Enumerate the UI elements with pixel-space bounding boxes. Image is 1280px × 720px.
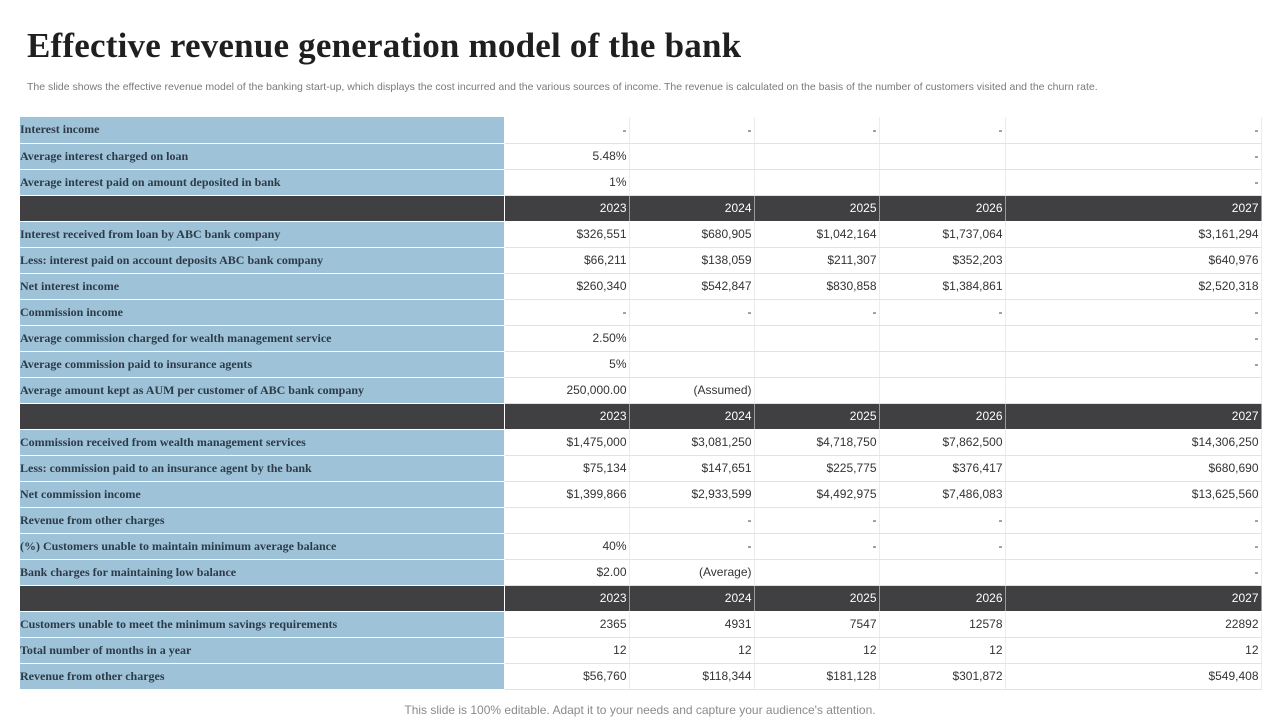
value-cell xyxy=(879,351,1005,377)
value-cell: 5% xyxy=(504,351,629,377)
value-cell: - xyxy=(879,117,1005,143)
value-cell xyxy=(879,325,1005,351)
value-cell: - xyxy=(879,507,1005,533)
value-cell: $14,306,250 xyxy=(1005,429,1261,455)
row-label: (%) Customers unable to maintain minimum average balance xyxy=(20,533,504,559)
table-row xyxy=(20,325,1261,351)
year-header-row xyxy=(20,195,1261,221)
value-cell: 22892 xyxy=(1005,611,1261,637)
value-cell: 2365 xyxy=(504,611,629,637)
table-row xyxy=(20,273,1261,299)
table-row xyxy=(20,637,1261,663)
table-row xyxy=(20,481,1261,507)
value-cell: 12 xyxy=(629,637,754,663)
value-cell: - xyxy=(754,507,879,533)
value-cell xyxy=(754,377,879,403)
value-cell: $301,872 xyxy=(879,663,1005,689)
value-cell: - xyxy=(629,299,754,325)
value-cell xyxy=(879,143,1005,169)
value-cell: $4,718,750 xyxy=(754,429,879,455)
year-header-cell: 2025 xyxy=(754,403,879,429)
value-cell: - xyxy=(629,117,754,143)
value-cell xyxy=(754,169,879,195)
value-cell: $1,737,064 xyxy=(879,221,1005,247)
value-cell xyxy=(504,507,629,533)
row-label: Interest received from loan by ABC bank company xyxy=(20,221,504,247)
row-label: Total number of months in a year xyxy=(20,637,504,663)
year-header-cell: 2026 xyxy=(879,585,1005,611)
value-cell: - xyxy=(1005,117,1261,143)
value-cell: $118,344 xyxy=(629,663,754,689)
value-cell: - xyxy=(1005,351,1261,377)
row-label: Commission received from wealth management services xyxy=(20,429,504,455)
value-cell: - xyxy=(1005,559,1261,585)
value-cell xyxy=(754,325,879,351)
value-cell: - xyxy=(1005,325,1261,351)
value-cell: - xyxy=(504,299,629,325)
row-label: Average commission charged for wealth management service xyxy=(20,325,504,351)
value-cell: $3,081,250 xyxy=(629,429,754,455)
year-header-cell: 2024 xyxy=(629,585,754,611)
value-cell xyxy=(629,351,754,377)
value-cell: $2.00 xyxy=(504,559,629,585)
value-cell xyxy=(879,559,1005,585)
value-cell: $376,417 xyxy=(879,455,1005,481)
value-cell: $13,625,560 xyxy=(1005,481,1261,507)
value-cell: $225,775 xyxy=(754,455,879,481)
value-cell: 40% xyxy=(504,533,629,559)
year-header-cell: 2024 xyxy=(629,403,754,429)
value-cell: 12 xyxy=(504,637,629,663)
year-header-cell: 2026 xyxy=(879,195,1005,221)
value-cell: 7547 xyxy=(754,611,879,637)
value-cell xyxy=(754,351,879,377)
footer-note: This slide is 100% editable. Adapt it to your needs and capture your audience's attention. xyxy=(404,703,876,717)
page-title: Effective revenue generation model of the bank xyxy=(27,26,742,65)
value-cell: - xyxy=(879,299,1005,325)
value-cell: $640,976 xyxy=(1005,247,1261,273)
table-row xyxy=(20,455,1261,481)
value-cell: $260,340 xyxy=(504,273,629,299)
year-header-label-cell xyxy=(20,403,504,429)
value-cell: - xyxy=(1005,169,1261,195)
value-cell: $2,933,599 xyxy=(629,481,754,507)
row-label: Less: interest paid on account deposits ABC bank company xyxy=(20,247,504,273)
value-cell: $2,520,318 xyxy=(1005,273,1261,299)
value-cell: 12 xyxy=(754,637,879,663)
page-subtitle: The slide shows the effective revenue model of the banking start-up, which displays the cost incurred and the various sources of income. The revenue is calculated on the basis of the number of customers visited and the churn rate. xyxy=(27,81,1098,93)
year-header-label-cell xyxy=(20,195,504,221)
value-cell: $1,384,861 xyxy=(879,273,1005,299)
value-cell: - xyxy=(629,507,754,533)
table-row xyxy=(20,169,1261,195)
row-label: Net interest income xyxy=(20,273,504,299)
value-cell: 12 xyxy=(879,637,1005,663)
row-label: Average interest charged on loan xyxy=(20,143,504,169)
value-cell: (Assumed) xyxy=(629,377,754,403)
year-header-cell: 2025 xyxy=(754,195,879,221)
year-header-cell: 2027 xyxy=(1005,403,1261,429)
table-row xyxy=(20,351,1261,377)
value-cell: $680,905 xyxy=(629,221,754,247)
value-cell: 250,000.00 xyxy=(504,377,629,403)
table-row xyxy=(20,221,1261,247)
row-label: Bank charges for maintaining low balance xyxy=(20,559,504,585)
row-label: Net commission income xyxy=(20,481,504,507)
row-label: Interest income xyxy=(20,117,504,143)
value-cell: $1,042,164 xyxy=(754,221,879,247)
value-cell: $7,486,083 xyxy=(879,481,1005,507)
value-cell: 2.50% xyxy=(504,325,629,351)
value-cell: - xyxy=(629,533,754,559)
year-header-cell: 2023 xyxy=(504,403,629,429)
table-row xyxy=(20,507,1261,533)
value-cell: $352,203 xyxy=(879,247,1005,273)
value-cell xyxy=(1005,377,1261,403)
year-header-cell: 2027 xyxy=(1005,195,1261,221)
value-cell: - xyxy=(1005,299,1261,325)
value-cell: $138,059 xyxy=(629,247,754,273)
revenue-model-table xyxy=(20,117,1262,690)
value-cell xyxy=(879,169,1005,195)
value-cell: 12578 xyxy=(879,611,1005,637)
value-cell xyxy=(754,559,879,585)
year-header-label-cell xyxy=(20,585,504,611)
value-cell: $66,211 xyxy=(504,247,629,273)
revenue-model-table-body xyxy=(20,117,1261,689)
value-cell: (Average) xyxy=(629,559,754,585)
row-label: Revenue from other charges xyxy=(20,663,504,689)
row-label: Commission income xyxy=(20,299,504,325)
value-cell: 4931 xyxy=(629,611,754,637)
value-cell: $4,492,975 xyxy=(754,481,879,507)
row-label: Less: commission paid to an insurance agent by the bank xyxy=(20,455,504,481)
year-header-cell: 2027 xyxy=(1005,585,1261,611)
value-cell: - xyxy=(1005,507,1261,533)
year-header-cell: 2024 xyxy=(629,195,754,221)
value-cell xyxy=(629,169,754,195)
value-cell: 1% xyxy=(504,169,629,195)
year-header-row xyxy=(20,585,1261,611)
row-label: Customers unable to meet the minimum savings requirements xyxy=(20,611,504,637)
value-cell: - xyxy=(504,117,629,143)
value-cell: 5.48% xyxy=(504,143,629,169)
row-label: Average commission paid to insurance agents xyxy=(20,351,504,377)
value-cell: $542,847 xyxy=(629,273,754,299)
value-cell: $549,408 xyxy=(1005,663,1261,689)
value-cell: - xyxy=(879,533,1005,559)
value-cell: $75,134 xyxy=(504,455,629,481)
table-row xyxy=(20,559,1261,585)
value-cell xyxy=(879,377,1005,403)
table-row xyxy=(20,611,1261,637)
value-cell: $830,858 xyxy=(754,273,879,299)
table-row xyxy=(20,377,1261,403)
value-cell: $56,760 xyxy=(504,663,629,689)
value-cell xyxy=(629,325,754,351)
year-header-cell: 2023 xyxy=(504,585,629,611)
row-label: Average amount kept as AUM per customer of ABC bank company xyxy=(20,377,504,403)
table-row xyxy=(20,143,1261,169)
value-cell: $147,651 xyxy=(629,455,754,481)
table-row xyxy=(20,299,1261,325)
value-cell: - xyxy=(754,299,879,325)
value-cell: $680,690 xyxy=(1005,455,1261,481)
table-row xyxy=(20,663,1261,689)
table-row xyxy=(20,429,1261,455)
value-cell: $1,399,866 xyxy=(504,481,629,507)
row-label: Average interest paid on amount deposited in bank xyxy=(20,169,504,195)
value-cell: $211,307 xyxy=(754,247,879,273)
value-cell: - xyxy=(754,533,879,559)
year-header-cell: 2023 xyxy=(504,195,629,221)
table-row xyxy=(20,117,1261,143)
year-header-cell: 2025 xyxy=(754,585,879,611)
year-header-row xyxy=(20,403,1261,429)
value-cell xyxy=(754,143,879,169)
value-cell: $1,475,000 xyxy=(504,429,629,455)
value-cell xyxy=(629,143,754,169)
table-row xyxy=(20,533,1261,559)
table-row xyxy=(20,247,1261,273)
year-header-cell: 2026 xyxy=(879,403,1005,429)
value-cell: $7,862,500 xyxy=(879,429,1005,455)
value-cell: 12 xyxy=(1005,637,1261,663)
value-cell: - xyxy=(1005,143,1261,169)
value-cell: - xyxy=(1005,533,1261,559)
value-cell: $181,128 xyxy=(754,663,879,689)
value-cell: $3,161,294 xyxy=(1005,221,1261,247)
value-cell: - xyxy=(754,117,879,143)
value-cell: $326,551 xyxy=(504,221,629,247)
row-label: Revenue from other charges xyxy=(20,507,504,533)
